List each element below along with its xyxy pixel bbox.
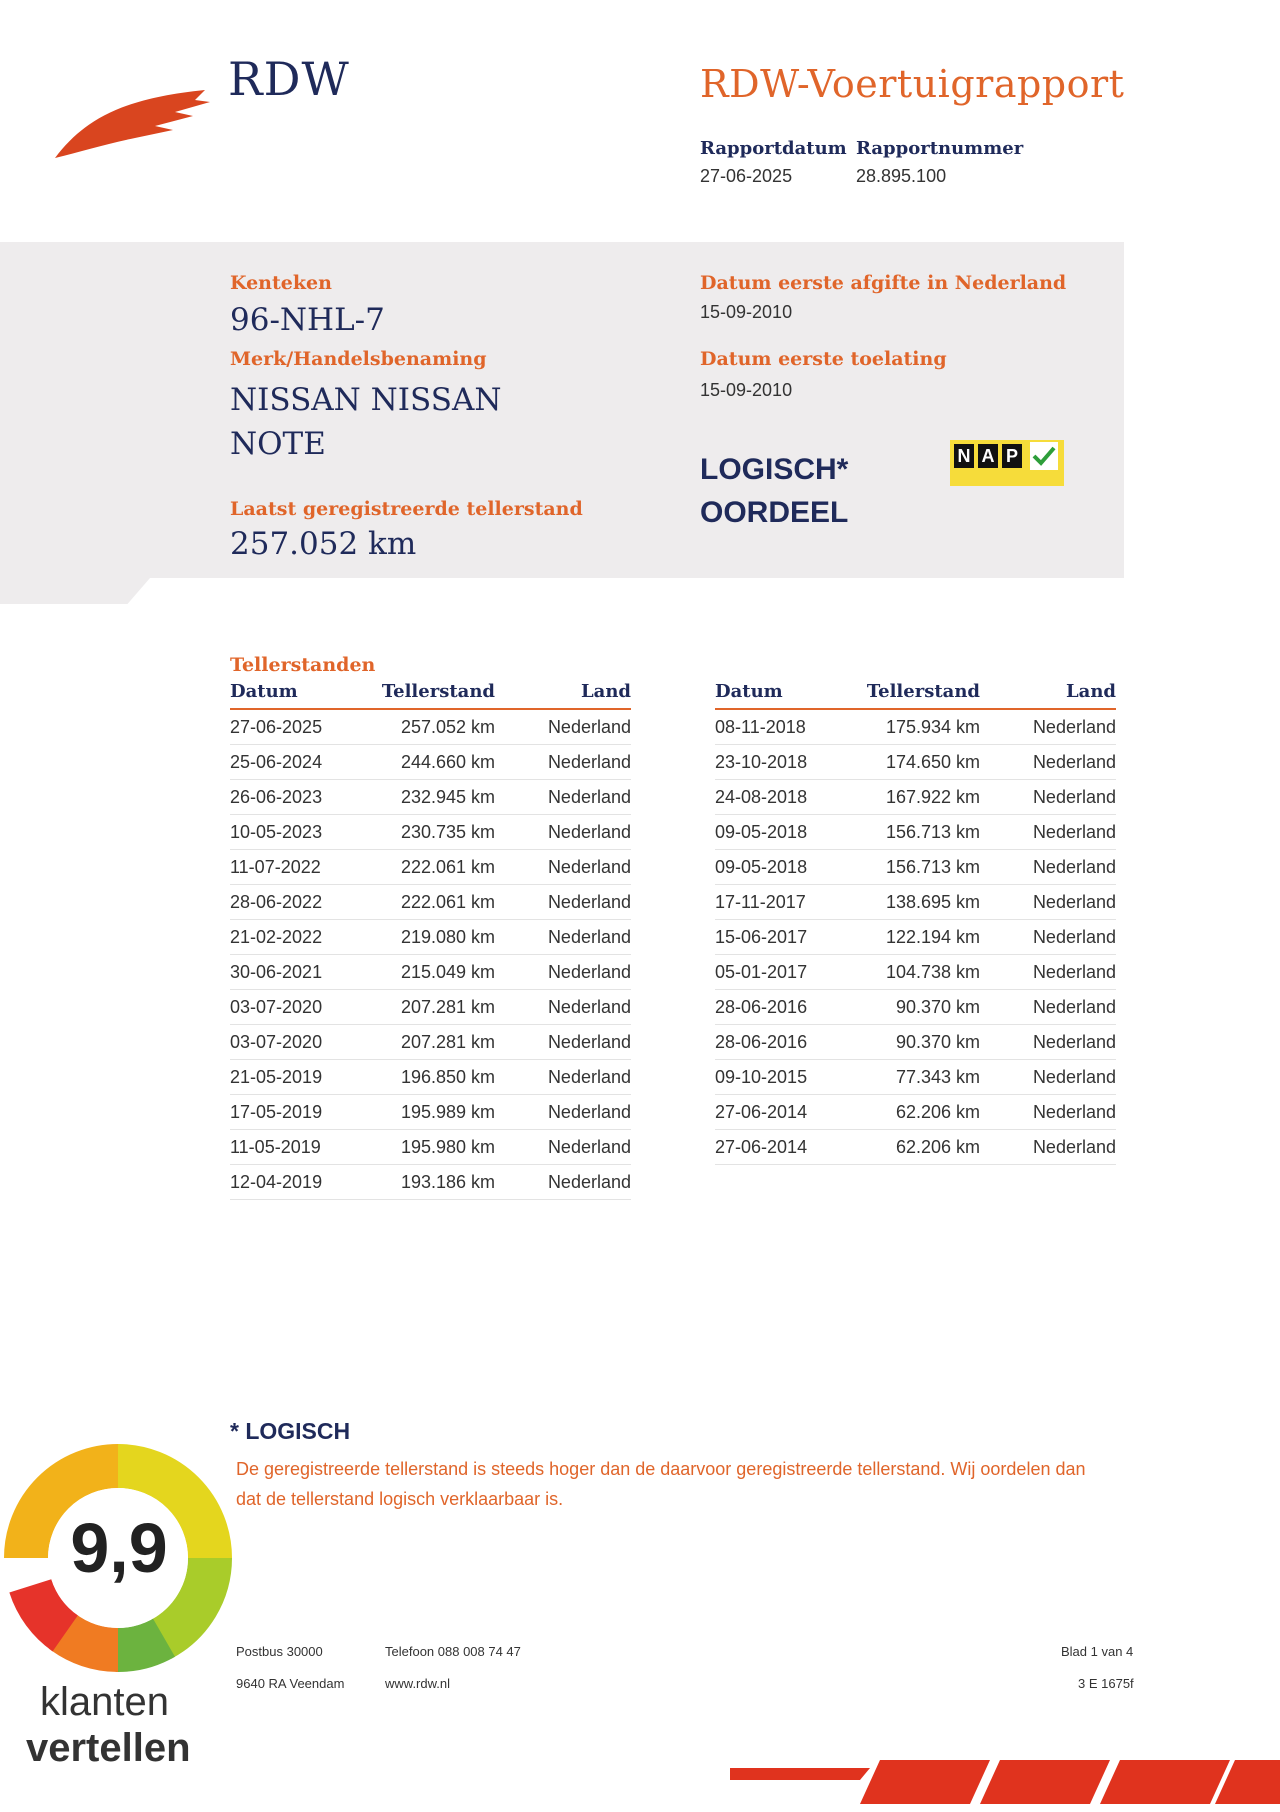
cell-datum: 15-06-2017 xyxy=(715,927,808,947)
table-row xyxy=(230,990,631,1025)
header-datum: Datum xyxy=(715,681,783,702)
kenteken-label: Kenteken xyxy=(230,272,332,294)
cell-land: Nederland xyxy=(1032,997,1116,1017)
tellerstanden-title: Tellerstanden xyxy=(230,654,376,676)
cell-land: Nederland xyxy=(1032,1137,1116,1157)
kenteken-value: 96-NHL-7 xyxy=(230,302,385,338)
table-row xyxy=(715,1130,1116,1165)
cell-tellerstand: 215.049 km xyxy=(400,962,495,982)
toelating-label: Datum eerste toelating xyxy=(700,348,947,370)
table-row xyxy=(230,745,631,780)
report-title: RDW-Voertuigrapport xyxy=(700,62,1125,106)
cell-land: Nederland xyxy=(547,1137,631,1157)
cell-tellerstand: 77.343 km xyxy=(895,1067,980,1087)
rapportnummer-value: 28.895.100 xyxy=(856,166,947,186)
cell-datum: 11-05-2019 xyxy=(230,1137,321,1157)
rapportnummer-label: Rapportnummer xyxy=(856,138,1024,159)
cell-land: Nederland xyxy=(547,857,631,877)
nap-letter-a: A xyxy=(978,444,998,468)
cell-tellerstand: 138.695 km xyxy=(885,892,980,912)
cell-land: Nederland xyxy=(547,752,631,772)
table-row xyxy=(715,780,1116,815)
cell-tellerstand: 174.650 km xyxy=(885,752,980,772)
cell-tellerstand: 62.206 km xyxy=(895,1137,980,1157)
header-land: Land xyxy=(1066,681,1116,702)
table-row xyxy=(715,885,1116,920)
cell-datum: 08-11-2018 xyxy=(715,717,806,737)
table-row xyxy=(715,955,1116,990)
table-row xyxy=(715,710,1116,745)
oordeel-label-line2: OORDEEL xyxy=(700,496,849,529)
cell-land: Nederland xyxy=(1032,1102,1116,1122)
header-tellerstand: Tellerstand xyxy=(381,681,495,702)
cell-tellerstand: 193.186 km xyxy=(400,1172,495,1192)
note-text-line1: De geregistreerde tellerstand is steeds hoger dan de daarvoor geregistreerde tellerstand. Wij oordelen dan xyxy=(236,1459,1086,1479)
rapportdatum-label: Rapportdatum xyxy=(700,138,847,159)
checkmark-icon xyxy=(1030,442,1058,470)
table-row xyxy=(715,990,1116,1025)
afgifte-label: Datum eerste afgifte in Nederland xyxy=(700,272,1067,294)
cell-tellerstand: 230.735 km xyxy=(400,822,495,842)
logisch-note-title: * LOGISCH xyxy=(230,1418,351,1444)
cell-datum: 24-08-2018 xyxy=(715,787,808,807)
nap-letter-p: P xyxy=(1002,444,1022,468)
cell-tellerstand: 195.989 km xyxy=(400,1102,495,1122)
cell-datum: 12-04-2019 xyxy=(230,1172,323,1192)
cell-datum: 27-06-2014 xyxy=(715,1102,808,1122)
rating-label-line1: klanten xyxy=(40,1680,169,1724)
table-row xyxy=(230,920,631,955)
cell-land: Nederland xyxy=(547,927,631,947)
cell-land: Nederland xyxy=(1032,752,1116,772)
nap-logo xyxy=(950,440,1064,486)
cell-tellerstand: 257.052 km xyxy=(400,717,495,737)
table-row xyxy=(230,850,631,885)
cell-datum: 26-06-2023 xyxy=(230,787,323,807)
tellerstanden-table-right xyxy=(715,680,1116,1165)
cell-tellerstand: 156.713 km xyxy=(885,857,980,877)
oordeel-label-line1: LOGISCH* xyxy=(700,453,849,486)
cell-datum: 30-06-2021 xyxy=(230,962,323,982)
footer-page-number: Blad 1 van 4 xyxy=(1061,1644,1134,1659)
table-row xyxy=(230,780,631,815)
cell-datum: 28-06-2016 xyxy=(715,1032,808,1052)
cell-tellerstand: 222.061 km xyxy=(400,857,495,877)
table-row xyxy=(715,1060,1116,1095)
footer-website[interactable]: www.rdw.nl xyxy=(385,1676,451,1691)
table-row xyxy=(715,745,1116,780)
table-row xyxy=(715,815,1116,850)
rapportdatum-value: 27-06-2025 xyxy=(700,166,793,186)
table-row xyxy=(230,1025,631,1060)
footer-telefoon: Telefoon 088 008 74 47 xyxy=(385,1644,521,1659)
table-row xyxy=(230,1095,631,1130)
table-row xyxy=(230,1165,631,1200)
cell-land: Nederland xyxy=(547,822,631,842)
rating-score: 9,9 xyxy=(70,1509,168,1587)
cell-datum: 21-05-2019 xyxy=(230,1067,323,1087)
cell-land: Nederland xyxy=(1032,822,1116,842)
cell-datum: 03-07-2020 xyxy=(230,1032,323,1052)
cell-land: Nederland xyxy=(1032,962,1116,982)
header-land: Land xyxy=(581,681,631,702)
cell-land: Nederland xyxy=(1032,1032,1116,1052)
cell-tellerstand: 122.194 km xyxy=(885,927,980,947)
cell-datum: 09-05-2018 xyxy=(715,857,808,877)
cell-datum: 21-02-2022 xyxy=(230,927,323,947)
cell-land: Nederland xyxy=(547,1032,631,1052)
table-row xyxy=(230,955,631,990)
cell-datum: 23-10-2018 xyxy=(715,752,808,772)
cell-datum: 05-01-2017 xyxy=(715,962,808,982)
cell-land: Nederland xyxy=(547,962,631,982)
cell-datum: 28-06-2022 xyxy=(230,892,323,912)
cell-datum: 09-05-2018 xyxy=(715,822,808,842)
band-notch xyxy=(0,578,150,604)
table-row xyxy=(230,815,631,850)
cell-tellerstand: 222.061 km xyxy=(400,892,495,912)
cell-land: Nederland xyxy=(547,1067,631,1087)
cell-land: Nederland xyxy=(547,1172,631,1192)
cell-tellerstand: 232.945 km xyxy=(400,787,495,807)
tellerstanden-table-left xyxy=(230,680,631,1200)
cell-tellerstand: 104.738 km xyxy=(885,962,980,982)
cell-tellerstand: 156.713 km xyxy=(885,822,980,842)
cell-land: Nederland xyxy=(547,997,631,1017)
cell-datum: 11-07-2022 xyxy=(230,857,321,877)
tellerstand-value: 257.052 km xyxy=(230,526,417,562)
cell-tellerstand: 175.934 km xyxy=(885,717,980,737)
footer-postbus: Postbus 30000 xyxy=(236,1644,323,1659)
cell-land: Nederland xyxy=(1032,892,1116,912)
afgifte-value: 15-09-2010 xyxy=(700,302,793,322)
cell-tellerstand: 244.660 km xyxy=(400,752,495,772)
cell-land: Nederland xyxy=(547,892,631,912)
table-row xyxy=(230,1060,631,1095)
cell-tellerstand: 196.850 km xyxy=(400,1067,495,1087)
cell-datum: 10-05-2023 xyxy=(230,822,323,842)
cell-tellerstand: 62.206 km xyxy=(895,1102,980,1122)
table-row xyxy=(230,710,631,745)
cell-land: Nederland xyxy=(1032,857,1116,877)
table-row xyxy=(715,850,1116,885)
merk-label: Merk/Handelsbenaming xyxy=(230,348,487,370)
footer-postcode: 9640 RA Veendam xyxy=(236,1676,345,1691)
cell-land: Nederland xyxy=(1032,717,1116,737)
cell-tellerstand: 195.980 km xyxy=(400,1137,495,1157)
rating-label-line2: vertellen xyxy=(26,1726,191,1770)
cell-land: Nederland xyxy=(547,787,631,807)
header-datum: Datum xyxy=(230,681,298,702)
cell-tellerstand: 207.281 km xyxy=(400,1032,495,1052)
cell-tellerstand: 167.922 km xyxy=(885,787,980,807)
cell-datum: 17-11-2017 xyxy=(715,892,806,912)
cell-datum: 03-07-2020 xyxy=(230,997,323,1017)
logisch-note-text xyxy=(236,1454,1136,1514)
rdw-logo-wing-icon xyxy=(55,78,215,168)
toelating-value: 15-09-2010 xyxy=(700,380,793,400)
cell-land: Nederland xyxy=(547,1102,631,1122)
cell-tellerstand: 207.281 km xyxy=(400,997,495,1017)
cell-land: Nederland xyxy=(1032,927,1116,947)
cell-datum: 27-06-2025 xyxy=(230,717,323,737)
brand-name: RDW xyxy=(228,52,350,106)
cell-tellerstand: 219.080 km xyxy=(400,927,495,947)
table-row xyxy=(715,1095,1116,1130)
cell-tellerstand: 90.370 km xyxy=(895,997,980,1017)
tellerstand-label: Laatst geregistreerde tellerstand xyxy=(230,498,583,520)
header-tellerstand: Tellerstand xyxy=(866,681,980,702)
table-row xyxy=(715,920,1116,955)
table-row xyxy=(715,1025,1116,1060)
table-header xyxy=(715,680,1116,710)
cell-land: Nederland xyxy=(547,717,631,737)
footer-document-code: 3 E 1675f xyxy=(1078,1676,1134,1691)
note-text-line2: dat de tellerstand logisch verklaarbaar is. xyxy=(236,1489,564,1509)
nap-letter-n: N xyxy=(954,444,974,468)
decorative-stripes xyxy=(730,1746,1280,1812)
table-row xyxy=(230,1130,631,1165)
merk-value-line2: NOTE xyxy=(230,426,326,462)
table-header xyxy=(230,680,631,710)
table-row xyxy=(230,885,631,920)
cell-land: Nederland xyxy=(1032,1067,1116,1087)
cell-datum: 27-06-2014 xyxy=(715,1137,808,1157)
cell-land: Nederland xyxy=(1032,787,1116,807)
cell-datum: 17-05-2019 xyxy=(230,1102,323,1122)
cell-datum: 25-06-2024 xyxy=(230,752,323,772)
cell-datum: 09-10-2015 xyxy=(715,1067,808,1087)
merk-value-line1: NISSAN NISSAN xyxy=(230,382,502,418)
cell-datum: 28-06-2016 xyxy=(715,997,808,1017)
cell-tellerstand: 90.370 km xyxy=(895,1032,980,1052)
